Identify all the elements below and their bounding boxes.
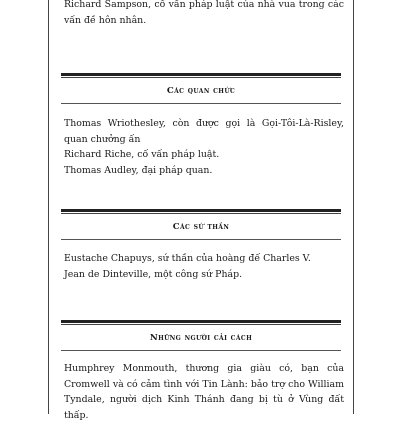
- section-title: Các sứ thần: [172, 221, 230, 232]
- section-body-reformers: [64, 361, 344, 423]
- section-header-officials: [61, 73, 341, 104]
- section-title-underline: [61, 103, 341, 104]
- section-rule-thick: [61, 73, 341, 76]
- section-title-underline: [61, 350, 341, 351]
- list-item: Richard Riche, cố vấn pháp luật.: [64, 149, 220, 160]
- section-body-officials: [64, 116, 344, 178]
- section-rule-thick: [61, 209, 341, 212]
- list-item: Eustache Chapuys, sứ thần của hoàng đế Charles V.: [64, 253, 311, 264]
- section-rule-thick: [61, 320, 341, 323]
- intro-paragraph: Richard Sampson, cố vấn pháp luật của nhà vua trong các vấn đề hôn nhân.: [64, 0, 344, 26]
- section-rule-thin: [61, 213, 341, 214]
- section-title: Các quan chức: [166, 85, 236, 96]
- section-title: Những người cải cách: [149, 332, 253, 343]
- list-item: Jean de Dinteville, một công sứ Pháp.: [64, 268, 243, 280]
- section-rule-thin: [61, 77, 341, 78]
- section-header-reformers: [61, 320, 341, 351]
- section-title-underline: [61, 239, 341, 240]
- section-body-envoys: [64, 251, 344, 282]
- list-item: Thomas Wriothesley, còn được gọi là Gọi-Tôi-Là-Risley, quan chưởng ấn: [64, 118, 344, 145]
- page-frame: [48, 0, 354, 414]
- list-item: Thomas Audley, đại pháp quan.: [64, 164, 213, 176]
- section-header-envoys: [61, 209, 341, 240]
- section-rule-thin: [61, 324, 341, 325]
- list-item: Humphrey Monmouth, thương gia giàu có, bạn của Cromwell và có cảm tình với Tin Lành: bảo trợ cho William Tyndale, người dịch Kinh Thánh đang bị tù ở Vùng đất thấp.: [64, 363, 344, 421]
